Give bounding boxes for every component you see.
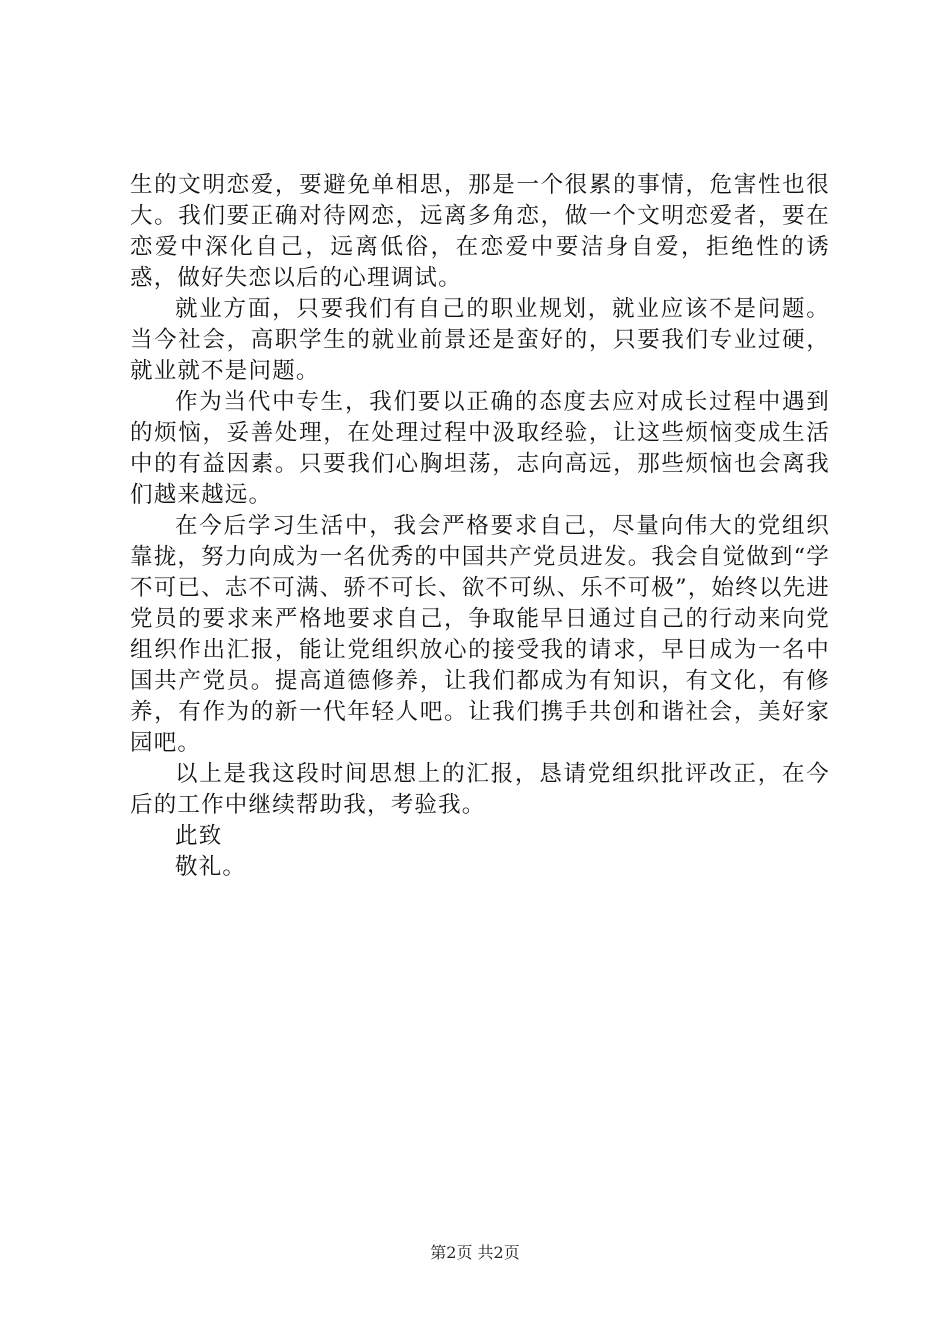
paragraph-continued: 生的文明恋爱，要避免单相思，那是一个很累的事情，危害性也很大。我们要正确对待网恋，远离多角恋，做一个文明恋爱者，要在恋爱中深化自己，远离低俗，在恋爱中要洁身自爱，拒绝性的诱惑，做好失恋以后的心理调试。 (130, 172, 830, 291)
document-body (130, 170, 830, 883)
paragraph-troubles: 作为当代中专生，我们要以正确的态度去应对成长过程中遇到的烦恼，妥善处理，在处理过程中汲取经验，让这些烦恼变成生活中的有益因素。只要我们心胸坦荡，志向高远，那些烦恼也会离我们越来越远。 (130, 389, 830, 508)
paragraph-employment: 就业方面，只要我们有自己的职业规划，就业应该不是问题。当今社会，高职学生的就业前景还是蛮好的，只要我们专业过硬，就业就不是问题。 (130, 296, 830, 384)
closing-regards: 敬礼。 (175, 854, 247, 880)
closing-salutation: 此致 (175, 823, 223, 849)
paragraph-conclusion: 以上是我这段时间思想上的汇报，恳请党组织批评改正，在今后的工作中继续帮助我，考验我。 (130, 761, 830, 818)
page-number-footer: 第2页 共2页 (430, 1243, 520, 1262)
paragraph-party-commitment: 在今后学习生活中，我会严格要求自己，尽量向伟大的党组织靠拢，努力向成为一名优秀的中国共产党员进发。我会自觉做到“学不可已、志不可满、骄不可长、欲不可纵、乐不可极”，始终以先进党员的要求来严格地要求自己，争取能早日通过自己的行动来向党组织作出汇报，能让党组织放心的接受我的请求，早日成为一名中国共产党员。提高道德修养，让我们都成为有知识，有文化，有修养，有作为的新一代年轻人吧。让我们携手共创和谐社会，美好家园吧。 (130, 513, 831, 756)
